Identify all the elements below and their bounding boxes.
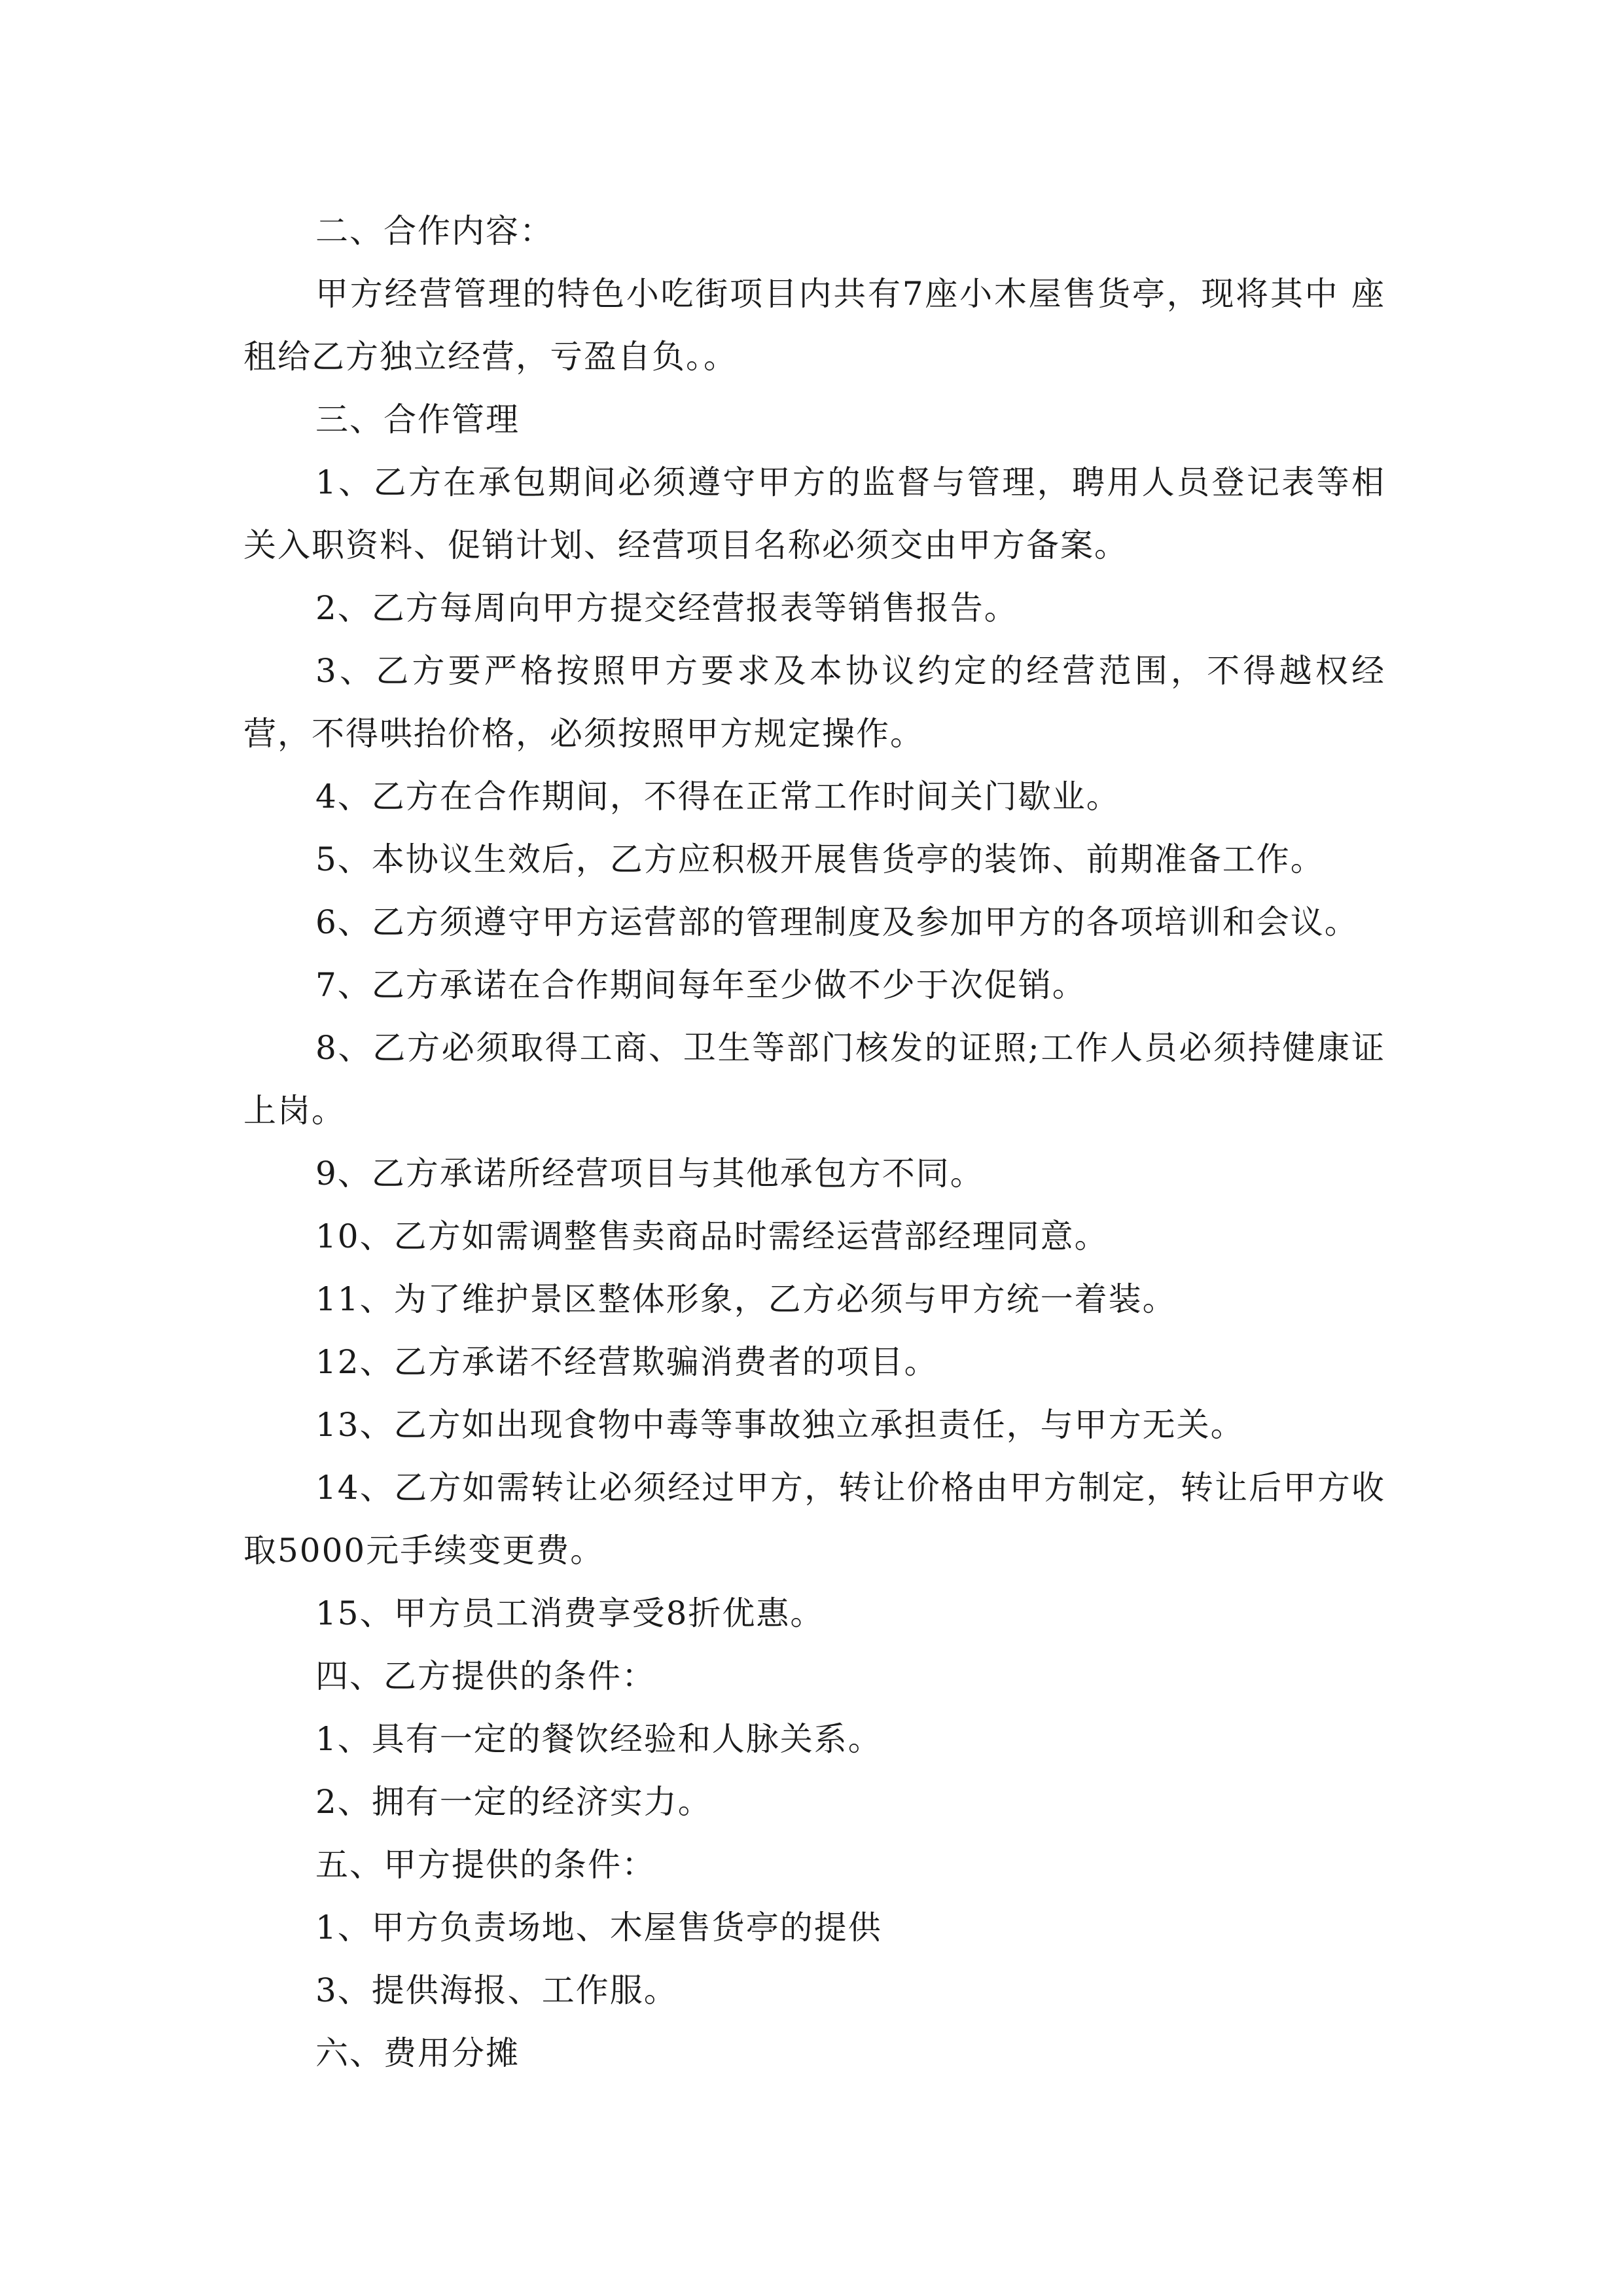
document-body [243,200,1385,2085]
list-item: 9、乙方承诺所经营项目与其他承包方不同。 [315,1155,984,1193]
list-item: 2、拥有一定的经济实力。 [315,1783,712,1821]
section-heading: 三、合作管理 [315,401,520,439]
list-item: 14、乙方如需转让必须经过甲方，转让价格由甲方制定，转让后甲方收取5000元手续变更费。 [243,1469,1385,1570]
list-item: 1、具有一定的餐饮经验和人脉关系。 [315,1720,882,1758]
list-item: 1、甲方负责场地、木屋售货亭的提供 [315,1909,882,1946]
list-item: 3、乙方要严格按照甲方要求及本协议约定的经营范围，不得越权经营，不得哄抬价格，必须按照甲方规定操作。 [243,652,1385,753]
list-item: 12、乙方承诺不经营欺骗消费者的项目。 [315,1343,938,1381]
section-heading: 六、费用分摊 [315,2034,520,2072]
list-item: 3、提供海报、工作服。 [315,1971,678,2009]
list-item: 8、乙方必须取得工商、卫生等部门核发的证照;工作人员必须持健康证上岗。 [243,1029,1385,1130]
section-heading: 四、乙方提供的条件： [315,1657,656,1695]
list-item: 11、为了维护景区整体形象，乙方必须与甲方统一着装。 [315,1280,1177,1318]
list-item: 4、乙方在合作期间，不得在正常工作时间关门歇业。 [315,778,1120,816]
list-item: 5、本协议生效后，乙方应积极开展售货亭的装饰、前期准备工作。 [315,840,1325,878]
list-item: 10、乙方如需调整售卖商品时需经运营部经理同意。 [315,1217,1109,1255]
list-item: 7、乙方承诺在合作期间每年至少做不少于次促销。 [315,966,1086,1004]
list-item: 13、乙方如出现食物中毒等事故独立承担责任，与甲方无关。 [315,1406,1245,1444]
paragraph: 甲方经营管理的特色小吃街项目内共有7座小木屋售货亭，现将其中 座租给乙方独立经营，亏盈自负。。 [243,275,1385,376]
list-item: 1、乙方在承包期间必须遵守甲方的监督与管理，聘用人员登记表等相关入职资料、促销计划、经营项目名称必须交由甲方备案。 [243,463,1385,564]
section-heading: 五、甲方提供的条件： [315,1846,656,1884]
list-item: 15、甲方员工消费享受8折优惠。 [315,1594,825,1632]
section-heading: 二、合作内容： [315,212,554,250]
list-item: 6、乙方须遵守甲方运营部的管理制度及参加甲方的各项培训和会议。 [315,903,1359,941]
list-item: 2、乙方每周向甲方提交经营报表等销售报告。 [315,589,1018,627]
